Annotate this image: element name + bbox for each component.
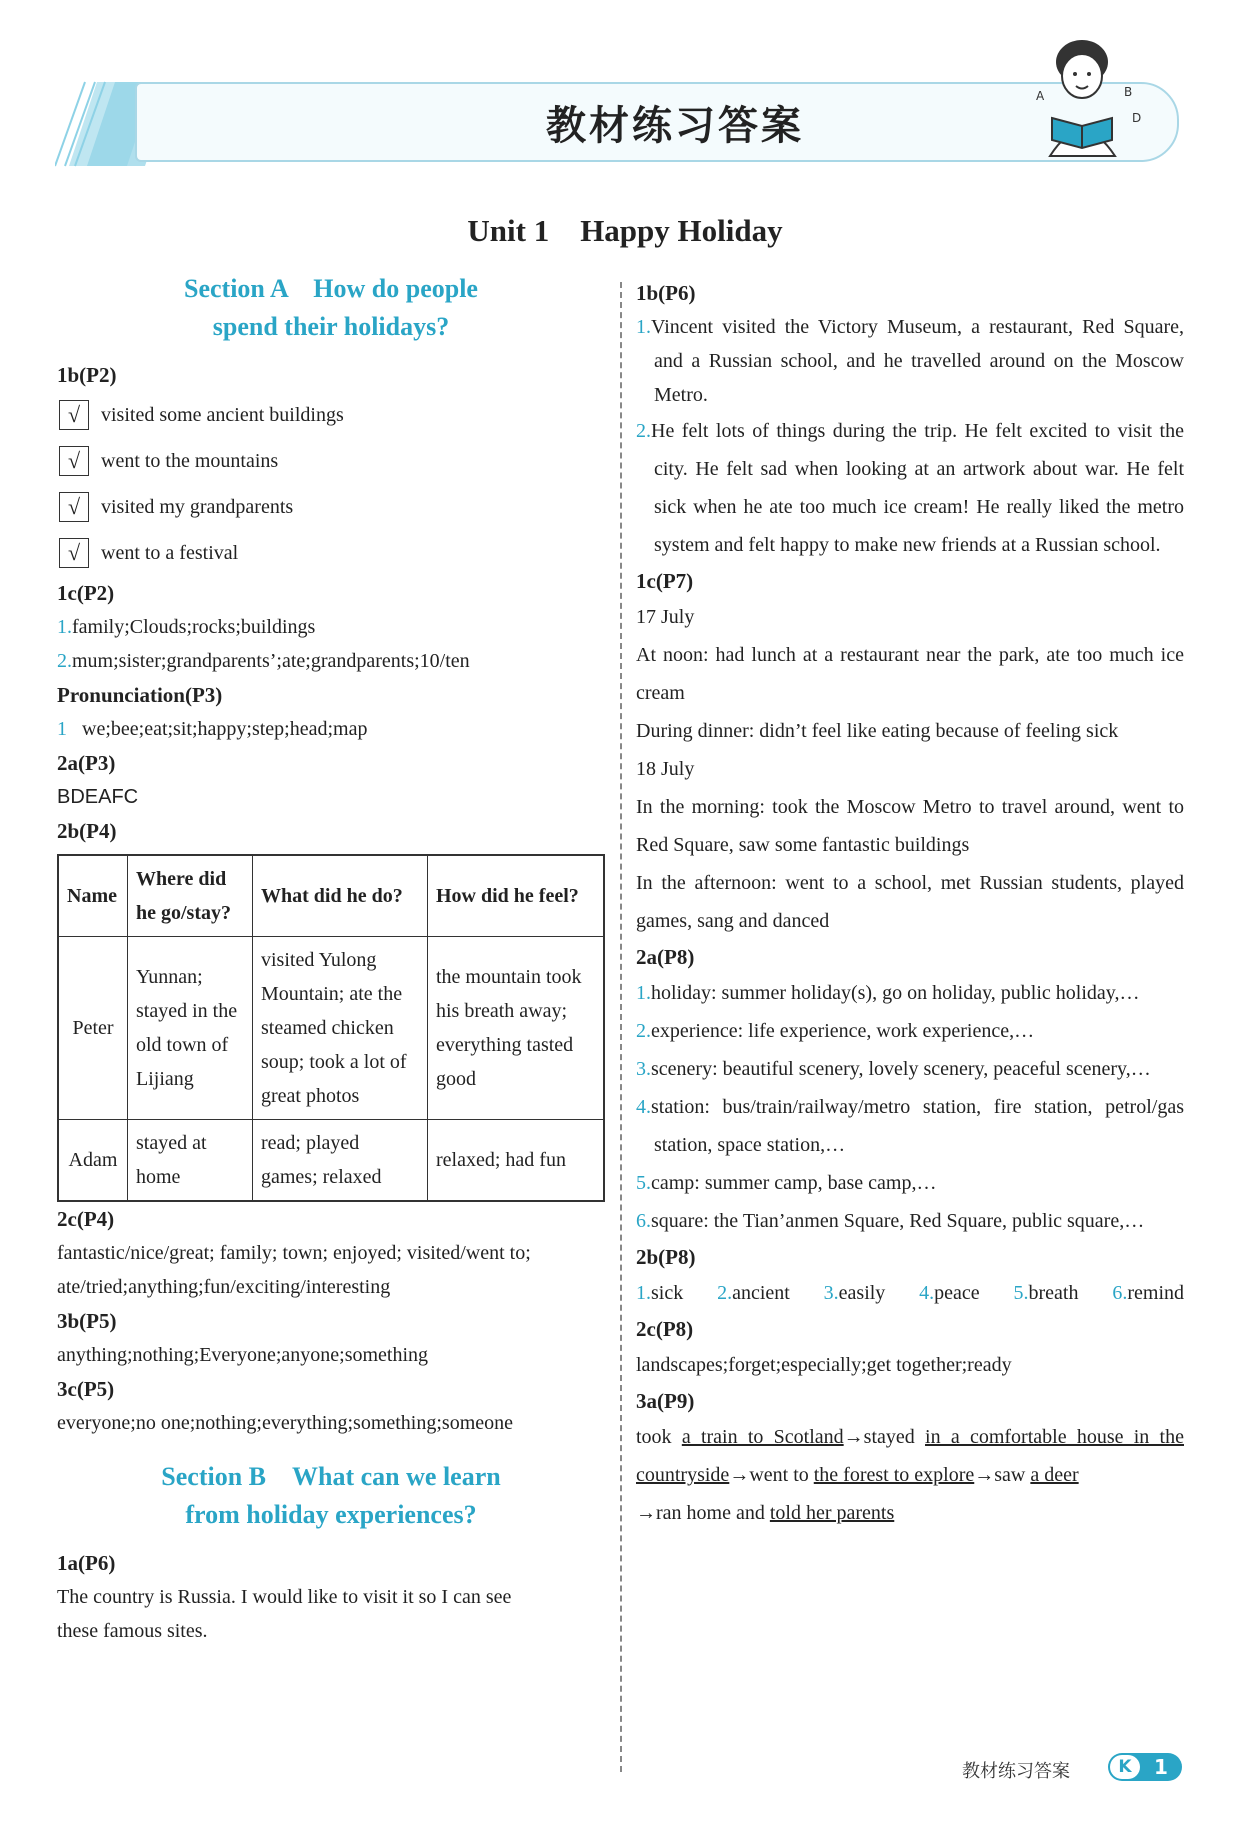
table-header-row bbox=[58, 855, 604, 937]
answer-item bbox=[636, 1050, 1184, 1088]
item-number: 2. bbox=[717, 1282, 733, 1304]
ex-3b-heading: 3b(P5) bbox=[57, 1309, 117, 1333]
section-a-line1: Section A How do people bbox=[184, 274, 478, 303]
column-header: Where did he go/stay? bbox=[128, 855, 253, 937]
ex-1b-p6-heading: 1b(P6) bbox=[636, 281, 696, 305]
section-b-title bbox=[57, 1458, 605, 1534]
item-number: 5. bbox=[1013, 1282, 1029, 1304]
underlined-answer: told her parents bbox=[769, 1502, 895, 1524]
answer-flow bbox=[636, 1418, 1184, 1532]
flow-text: →ran home and bbox=[636, 1502, 770, 1524]
section-b-line2: from holiday experiences? bbox=[185, 1500, 477, 1529]
answer-text: these famous sites. bbox=[57, 1620, 208, 1642]
ex-2a-heading: 2a(P3) bbox=[57, 751, 116, 775]
left-column bbox=[57, 270, 605, 1648]
check-item-text: went to the mountains bbox=[101, 449, 279, 472]
item-number: 3. bbox=[636, 1058, 651, 1080]
ex-2a-p8-heading: 2a(P8) bbox=[636, 945, 695, 969]
answer-text: breath bbox=[1028, 1282, 1079, 1304]
answer-text: In the morning: took the Moscow Metro to travel around, went to Red Square, saw some fantastic buildings bbox=[636, 796, 1184, 856]
header-title: 教材练习答案 bbox=[546, 103, 804, 149]
section-a-title bbox=[57, 270, 605, 346]
unit-title: Unit 1 Happy Holiday bbox=[467, 213, 783, 248]
ex-1a-heading: 1a(P6) bbox=[57, 1551, 116, 1575]
item-number: 6. bbox=[1112, 1282, 1128, 1304]
answer-text: ate/tried;anything;fun/exciting/interesting bbox=[57, 1276, 391, 1298]
answer-text: we;bee;eat;sit;happy;step;head;map bbox=[82, 718, 368, 740]
answer-text: station: bus/train/railway/metro station, fire station, petrol/gas station, space station,… bbox=[651, 1096, 1184, 1156]
svg-text:B: B bbox=[1124, 85, 1133, 99]
item-number: 2. bbox=[57, 650, 72, 672]
item-number: 2. bbox=[636, 1020, 651, 1042]
answer-text: everyone;no one;nothing;everything;something;someone bbox=[57, 1412, 514, 1434]
answer-text: mum;sister;grandparents’;ate;grandparents;10/ten bbox=[72, 650, 470, 672]
answer-text: ancient bbox=[732, 1282, 790, 1304]
answer-line bbox=[57, 712, 605, 746]
ex-1b-heading: 1b(P2) bbox=[57, 363, 117, 387]
answer-item bbox=[636, 1012, 1184, 1050]
check-item bbox=[57, 484, 605, 530]
ex-2b-p8-heading: 2b(P8) bbox=[636, 1245, 696, 1269]
table-row bbox=[58, 937, 604, 1120]
column-header: What did he do? bbox=[253, 855, 428, 937]
answer-text: 17 July bbox=[636, 606, 695, 628]
checkmark-icon: √ bbox=[59, 446, 89, 476]
item-number: 3. bbox=[823, 1282, 839, 1304]
check-item-text: went to a festival bbox=[101, 541, 239, 564]
check-item-text: visited my grandparents bbox=[101, 495, 294, 518]
answer-item bbox=[636, 974, 1184, 1012]
answer-item bbox=[636, 412, 1184, 564]
table-row bbox=[58, 1120, 604, 1202]
svg-text:A: A bbox=[1036, 89, 1045, 103]
answer-text: camp: summer camp, base camp,… bbox=[651, 1172, 937, 1194]
answer-text: easily bbox=[838, 1282, 886, 1304]
answer-text: 18 July bbox=[636, 758, 695, 780]
right-column bbox=[636, 276, 1184, 1532]
answer-text: landscapes;forget;especially;get together;ready bbox=[636, 1354, 1012, 1376]
underlined-answer: a deer bbox=[1030, 1464, 1079, 1486]
ex-2b-heading: 2b(P4) bbox=[57, 819, 117, 843]
table-cell: Adam bbox=[58, 1120, 128, 1202]
table-cell: the mountain took his breath away; everything tasted good bbox=[428, 937, 605, 1120]
flow-text: took bbox=[636, 1426, 682, 1448]
item-number: 6. bbox=[636, 1210, 651, 1232]
answer-text: fantastic/nice/great; family; town; enjoyed; visited/went to; bbox=[57, 1242, 531, 1264]
flow-text: →went to bbox=[729, 1464, 814, 1486]
footer-label: 教材练习答案 bbox=[962, 1761, 1070, 1782]
answer-text: scenery: beautiful scenery, lovely scenery, peaceful scenery,… bbox=[651, 1058, 1151, 1080]
svg-text:D: D bbox=[1132, 111, 1142, 125]
answer-text: In the afternoon: went to a school, met Russian students, played games, sang and danced bbox=[636, 872, 1184, 932]
checkmark-icon: √ bbox=[59, 538, 89, 568]
item-number: 5. bbox=[636, 1172, 651, 1194]
header-banner bbox=[55, 78, 1183, 168]
check-item bbox=[57, 392, 605, 438]
item-number: 1. bbox=[636, 1282, 651, 1304]
underlined-answer: in a comfortable house in the countryside bbox=[636, 1426, 1184, 1486]
answer-text: remind bbox=[1127, 1282, 1184, 1304]
checkmark-icon: √ bbox=[59, 400, 89, 430]
answer-table bbox=[57, 854, 605, 1202]
item-number: 4. bbox=[919, 1282, 935, 1304]
table-cell: read; played games; relaxed bbox=[253, 1120, 428, 1202]
underlined-answer: a train to Scotland bbox=[681, 1426, 844, 1448]
answer-text: He felt lots of things during the trip. He felt excited to visit the city. He felt sad when looking at an artwork about war. He felt sick when he ate too much ice cream! He really liked the metro system and felt happy to make new friends at a Russian school. bbox=[651, 420, 1184, 556]
answer-item bbox=[636, 1088, 1184, 1164]
answer-text: family;Clouds;rocks;buildings bbox=[72, 616, 316, 638]
k-badge-icon: K bbox=[1110, 1755, 1140, 1779]
ex-3c-heading: 3c(P5) bbox=[57, 1377, 115, 1401]
item-number: 4. bbox=[636, 1096, 651, 1118]
answer-text: square: the Tian’anmen Square, Red Square, public square,… bbox=[651, 1210, 1145, 1232]
answer-line bbox=[57, 610, 605, 644]
item-number: 1. bbox=[57, 616, 72, 638]
item-number: 2. bbox=[636, 420, 651, 442]
answer-text: Vincent visited the Victory Museum, a restaurant, Red Square, and a Russian school, and he travelled around on the Moscow Metro. bbox=[651, 316, 1184, 406]
answer-item bbox=[636, 1274, 683, 1312]
column-header: How did he feel? bbox=[428, 855, 605, 937]
answer-item bbox=[919, 1274, 980, 1312]
check-item bbox=[57, 530, 605, 576]
answer-item bbox=[636, 1164, 1184, 1202]
item-number: 1. bbox=[636, 982, 651, 1004]
answer-text: peace bbox=[934, 1282, 980, 1304]
check-item bbox=[57, 438, 605, 484]
answer-text: BDEAFC bbox=[57, 786, 139, 808]
flow-text: →stayed bbox=[843, 1426, 926, 1448]
checkmark-icon: √ bbox=[59, 492, 89, 522]
table-cell: visited Yulong Mountain; ate the steamed chicken soup; took a lot of great photos bbox=[253, 937, 428, 1120]
answer-text: holiday: summer holiday(s), go on holiday, public holiday,… bbox=[651, 982, 1140, 1004]
answer-item bbox=[1014, 1274, 1079, 1312]
answer-item bbox=[636, 310, 1184, 412]
item-number: 1 bbox=[57, 718, 67, 740]
answer-item bbox=[1112, 1274, 1184, 1312]
ex-2c-p8-heading: 2c(P8) bbox=[636, 1317, 694, 1341]
page-badge bbox=[1108, 1753, 1182, 1781]
pronunciation-heading: Pronunciation(P3) bbox=[57, 683, 223, 707]
answer-text: anything;nothing;Everyone;anyone;something bbox=[57, 1344, 429, 1366]
ex-2c-heading: 2c(P4) bbox=[57, 1207, 115, 1231]
check-item-text: visited some ancient buildings bbox=[101, 403, 344, 426]
answer-item bbox=[717, 1274, 790, 1312]
item-number: 1. bbox=[636, 316, 651, 338]
ex-1c-heading: 1c(P2) bbox=[57, 581, 115, 605]
answer-text: The country is Russia. I would like to visit it so I can see bbox=[57, 1586, 512, 1608]
answer-item bbox=[824, 1274, 886, 1312]
answer-text: sick bbox=[651, 1282, 684, 1304]
page-number: 1 bbox=[1154, 1755, 1168, 1779]
reading-girl-illustration bbox=[1020, 36, 1150, 166]
table-cell: Peter bbox=[58, 937, 128, 1120]
answer-line bbox=[57, 644, 605, 678]
answer-row bbox=[636, 1274, 1184, 1312]
underlined-answer: the forest to explore bbox=[813, 1464, 975, 1486]
answer-text: experience: life experience, work experience,… bbox=[651, 1020, 1035, 1042]
table-cell: Yunnan; stayed in the old town of Lijiang bbox=[128, 937, 253, 1120]
table-cell: stayed at home bbox=[128, 1120, 253, 1202]
answer-item bbox=[636, 1202, 1184, 1240]
column-header: Name bbox=[58, 855, 128, 937]
section-a-line2: spend their holidays? bbox=[212, 312, 450, 341]
ex-3a-p9-heading: 3a(P9) bbox=[636, 1389, 695, 1413]
ex-1c-p7-heading: 1c(P7) bbox=[636, 569, 694, 593]
answer-text: During dinner: didn’t feel like eating because of feeling sick bbox=[636, 720, 1119, 742]
answer-text: At noon: had lunch at a restaurant near the park, ate too much ice cream bbox=[636, 644, 1184, 704]
table-cell: relaxed; had fun bbox=[428, 1120, 605, 1202]
section-b-line1: Section B What can we learn bbox=[161, 1462, 501, 1491]
flow-text: →saw bbox=[974, 1464, 1031, 1486]
column-divider bbox=[620, 282, 622, 1772]
